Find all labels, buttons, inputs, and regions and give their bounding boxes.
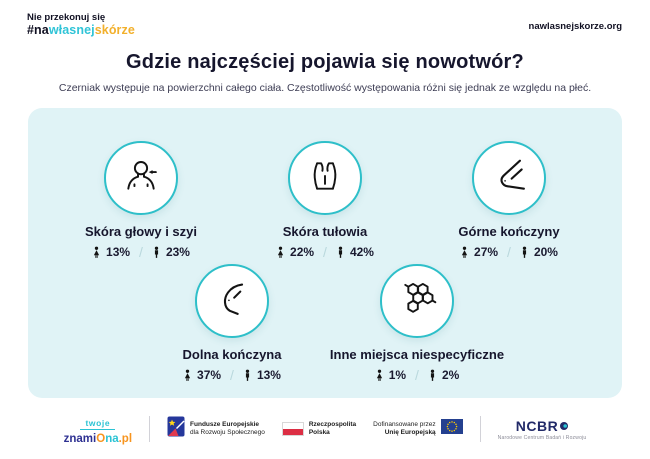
other-sites-circle <box>380 264 454 338</box>
female-icon <box>183 369 192 382</box>
stats-separator: / <box>507 244 511 260</box>
footer-divider <box>480 416 481 442</box>
page-title: Gdzie najczęściej pojawia się nowotwór? <box>126 51 524 73</box>
twoje-znamiona-logo <box>64 412 132 446</box>
male-percentage: 2% <box>441 368 460 382</box>
upper-limbs-icon <box>488 155 530 202</box>
fundusze-line1: Fundusze Europejskie <box>190 420 260 428</box>
female-icon <box>92 246 101 259</box>
male-icon <box>152 246 161 259</box>
twoje-znamiona-logo-top: twoje <box>80 418 115 431</box>
male-icon <box>520 246 529 259</box>
brand-hash: #na <box>27 23 49 38</box>
rzeczpospolita-polska-logo <box>282 421 356 438</box>
website-link[interactable]: nawlasnejskorze.org <box>528 21 622 32</box>
eu-flag-icon <box>441 419 463 439</box>
page-subtitle: Czerniak występuje na powierzchni całego ciała. Częstotliwość występowania różni się jednak ze względu na płeć. <box>58 82 592 94</box>
brand-end: skórze <box>94 23 135 38</box>
location-label: Skóra głowy i szyi <box>85 224 197 239</box>
tz-part4: .pl <box>118 432 133 445</box>
eu-funding-logo <box>373 419 463 439</box>
tz-part2: O <box>96 432 106 445</box>
ncbr-wordmark: NCBR <box>515 417 559 434</box>
stats-separator: / <box>230 367 234 383</box>
head-neck-circle <box>104 141 178 215</box>
location-label: Dolna kończyna <box>182 347 282 362</box>
eu-line2: Unię Europejską <box>384 429 436 436</box>
eu-funding-text <box>373 421 436 438</box>
location-item-head-neck <box>41 141 241 260</box>
footer-divider <box>149 416 150 442</box>
ncbr-logo <box>498 418 587 441</box>
upper-limbs-circle <box>472 141 546 215</box>
fundusze-line2: dla Rozwoju Społecznego <box>190 429 265 436</box>
male-percentage: 20% <box>533 245 558 259</box>
male-percentage: 23% <box>165 245 190 259</box>
body-locations-panel <box>28 108 622 398</box>
twoje-znamiona-logo-bottom <box>64 432 132 446</box>
female-icon <box>276 246 285 259</box>
female-icon <box>460 246 469 259</box>
lower-limb-icon <box>211 278 253 325</box>
location-stats <box>375 367 460 383</box>
location-item-upper-limbs <box>409 141 609 260</box>
stats-separator: / <box>139 244 143 260</box>
campaign-logo-line1: Nie przekonuj się <box>27 12 106 23</box>
male-icon <box>243 369 252 382</box>
fundusze-europejskie-logo <box>167 416 265 442</box>
other-sites-icon <box>396 278 438 325</box>
male-percentage: 13% <box>256 368 281 382</box>
female-percentage: 37% <box>197 368 222 382</box>
fundusze-europejskie-text <box>190 421 265 438</box>
stats-separator: / <box>415 367 419 383</box>
campaign-logo-line2 <box>27 23 135 38</box>
tz-part3: na <box>105 432 119 445</box>
location-stats <box>183 367 281 383</box>
poland-flag-icon <box>282 422 304 436</box>
male-percentage: 42% <box>349 245 374 259</box>
head-and-neck-icon <box>120 155 162 202</box>
brand-mid: własnej <box>48 23 95 38</box>
location-label: Skóra tułowia <box>282 224 368 239</box>
male-icon <box>336 246 345 259</box>
female-percentage: 1% <box>388 368 407 382</box>
female-percentage: 13% <box>106 245 131 259</box>
location-item-trunk <box>225 141 425 260</box>
tz-part1: znami <box>63 432 97 445</box>
campaign-logo <box>27 12 135 38</box>
location-item-other-sites <box>317 264 517 383</box>
location-stats <box>276 244 374 260</box>
ncbr-subtext: Narodowe Centrum Badań i Rozwoju <box>497 434 587 441</box>
location-stats <box>92 244 190 260</box>
location-label: Inne miejsca niespecyficzne <box>329 347 505 362</box>
female-percentage: 27% <box>474 245 499 259</box>
footer-logos-bar <box>0 399 650 459</box>
torso-icon <box>304 155 346 202</box>
ncbr-dot-icon <box>560 418 568 434</box>
female-icon <box>375 369 384 382</box>
rp-line2: Polska <box>308 429 330 436</box>
location-label: Górne kończyny <box>458 224 560 239</box>
rzeczpospolita-polska-text <box>309 421 356 438</box>
trunk-circle <box>288 141 362 215</box>
eu-funds-flag-icon <box>167 416 185 442</box>
stats-separator: / <box>323 244 327 260</box>
lower-limb-circle <box>195 264 269 338</box>
female-percentage: 22% <box>290 245 315 259</box>
ncbr-row <box>498 418 587 434</box>
eu-line1: Dofinansowane przez <box>373 420 436 428</box>
rp-line1: Rzeczpospolita <box>308 420 357 428</box>
location-item-lower-limb <box>132 264 332 383</box>
location-stats <box>460 244 558 260</box>
male-icon <box>428 369 437 382</box>
